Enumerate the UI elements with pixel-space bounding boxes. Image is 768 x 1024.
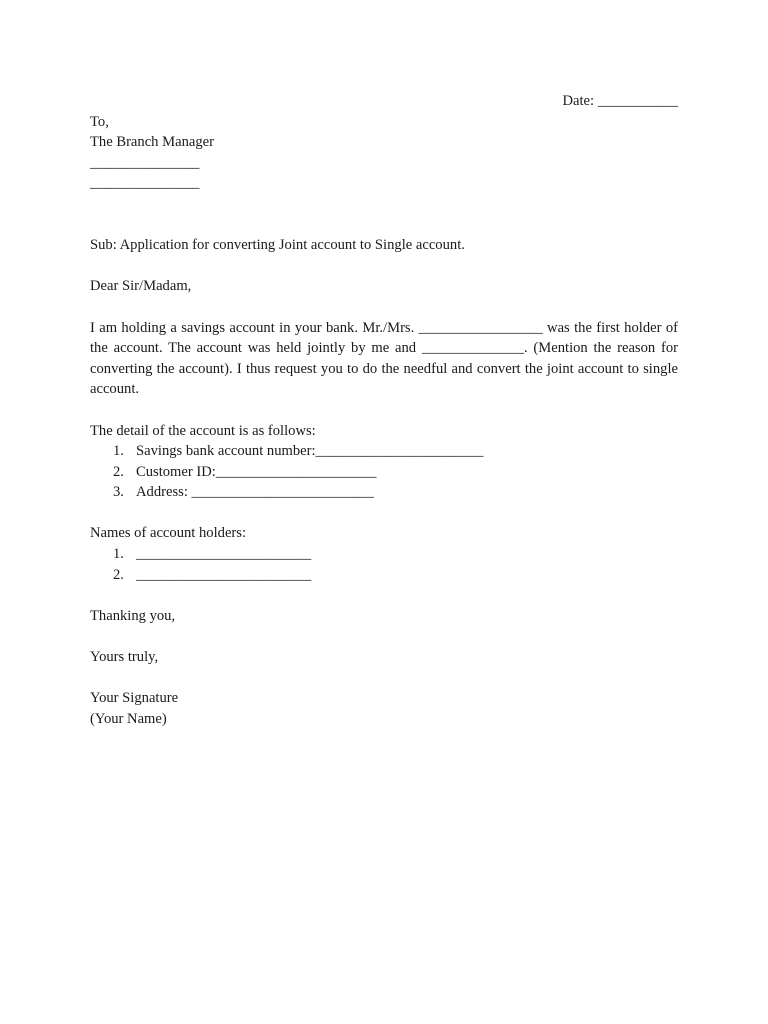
body-paragraph: I am holding a savings account in your bank. Mr./Mrs. _________________ was the first holder of the account. The account was held jointly by me and ______________. (Mention the reason for converting the account). I thus request you to do the needful and convert the joint account to single account. — [90, 319, 678, 398]
spacer — [90, 626, 678, 647]
list-item — [90, 565, 678, 586]
spacer — [90, 503, 678, 524]
list-number: 2. — [113, 566, 124, 583]
list-number: 1. — [113, 546, 124, 563]
address-line-1: _______________ — [90, 154, 200, 171]
thanks-line: Thanking you, — [90, 607, 176, 624]
list-item-text: Customer ID:______________________ — [136, 463, 377, 480]
date-line: Date: ___________ — [562, 93, 678, 109]
list-item — [90, 441, 678, 462]
letter-document — [90, 91, 678, 729]
holders-heading: Names of account holders: — [90, 525, 247, 542]
list-item-text: ________________________ — [136, 566, 312, 583]
name-line: (Your Name) — [90, 710, 167, 727]
list-item-text: Savings bank account number:_______________________ — [136, 443, 484, 460]
holders-list — [90, 544, 678, 585]
list-item-text: Address: _________________________ — [136, 484, 374, 501]
list-number: 1. — [113, 443, 124, 460]
address-line-2: _______________ — [90, 175, 200, 192]
list-item — [90, 462, 678, 483]
details-list — [90, 441, 678, 503]
salutation: Dear Sir/Madam, — [90, 278, 192, 295]
list-number: 2. — [113, 463, 124, 480]
spacer — [90, 400, 678, 421]
list-item — [90, 482, 678, 503]
to-line: To, — [90, 113, 109, 130]
closing-line: Yours truly, — [90, 649, 159, 666]
spacer — [90, 585, 678, 606]
spacer — [90, 668, 678, 689]
details-heading: The detail of the account is as follows: — [90, 422, 316, 439]
spacer — [90, 256, 678, 277]
list-item-text: ________________________ — [136, 546, 312, 563]
list-item — [90, 544, 678, 565]
spacer — [90, 194, 678, 235]
list-number: 3. — [113, 484, 124, 501]
subject-line: Sub: Application for converting Joint account to Single account. — [90, 237, 465, 254]
recipient: The Branch Manager — [90, 134, 214, 151]
signature-line: Your Signature — [90, 690, 179, 707]
spacer — [90, 297, 678, 318]
